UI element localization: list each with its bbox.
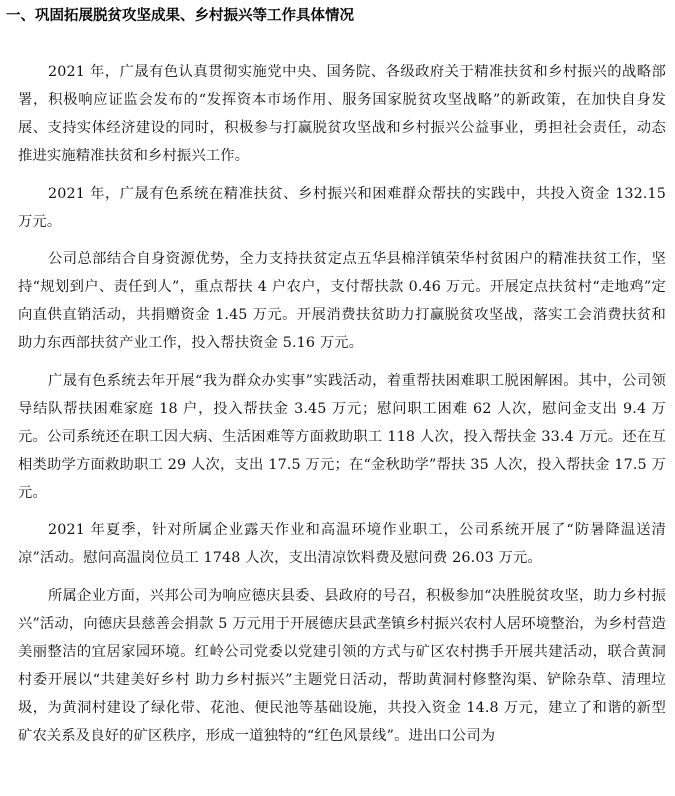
paragraph-subsidiaries: 所属企业方面，兴邦公司为响应德庆县委、县政府的号召，积极参加“决胜脱贫攻坚，助力乡村振兴”活动，向德庆县慈善会捐款 5 万元用于开展德庆县武垄镇乡村振兴农村人居环境整治，为乡村营造美丽整洁的宜居家园环境。红岭公司党委以党建引领的方式与矿区农村携手开展共建活动，联合黄洞村委开展以“共建美好乡村 助力乡村振兴”主题党日活动，帮助黄洞村修整沟渠、铲除杂草、清理垃圾，为黄洞村建设了绿化带、花池、便民池等基础设施，共投入资金 14.8 万元，建立了和谐的新型矿农关系及良好的矿区秩序，形成一道独特的“红色风景线”。进出口公司为 — [18, 587, 666, 744]
document-body — [18, 58, 666, 759]
paragraph-summer-cooling: 2021 年夏季，针对所属企业露天作业和高温环境作业职工，公司系统开展了“防暑降温送清凉”活动。慰问高温岗位员工 1748 人次，支出清凉饮料费及慰问费 26.03 万元。 — [18, 522, 666, 566]
paragraph-employee-assistance: 广晟有色系统去年开展“我为群众办实事”实践活动，着重帮扶困难职工脱困解困。其中，公司领导结队帮扶困难家庭 18 户，投入帮扶金 3.45 万元；慰问职工困难 62 人次，慰问金支出 9.4 万元。公司系统还在职工因大病、生活困难等方面救助职工 118 人次，投入帮扶金 33.4 万元。还在互相类助学方面救助职工 29 人次，支出 17.5 万元；在“金秋助学”帮扶 35 人次，投入帮扶金 17.5 万元。 — [18, 372, 666, 501]
paragraph-headquarters: 公司总部结合自身资源优势，全力支持扶贫定点五华县棉洋镇荣华村贫困户的精准扶贫工作，坚持“规划到户、责任到人”，重点帮扶 4 户农户，支付帮扶款 0.46 万元。开展定点扶贫村“走地鸡”定向直供直销活动，共捐赠资金 1.45 万元。开展消费扶贫助力打赢脱贫攻坚战，落实工会消费扶贫和助力东西部扶贫产业工作，投入帮扶资金 5.16 万元。 — [18, 251, 666, 351]
paragraph-total-investment: 2021 年，广晟有色系统在精准扶贫、乡村振兴和困难群众帮扶的实践中，共投入资金 132.15 万元。 — [18, 185, 666, 230]
paragraph-strategy: 2021 年，广晟有色认真贯彻实施党中央、国务院、各级政府关于精准扶贫和乡村振兴的战略部署，积极响应证监会发布的“发挥资本市场作用、服务国家脱贫攻坚战略”的新政策，在加快自身发展、支持实体经济建设的同时，积极参与打赢脱贫攻坚战和乡村振兴公益事业，勇担社会责任，动态推进实施精准扶贫和乡村振兴工作。 — [18, 64, 666, 164]
section-heading: 一、巩固拓展脱贫攻坚成果、乡村振兴等工作具体情况 — [6, 8, 354, 24]
